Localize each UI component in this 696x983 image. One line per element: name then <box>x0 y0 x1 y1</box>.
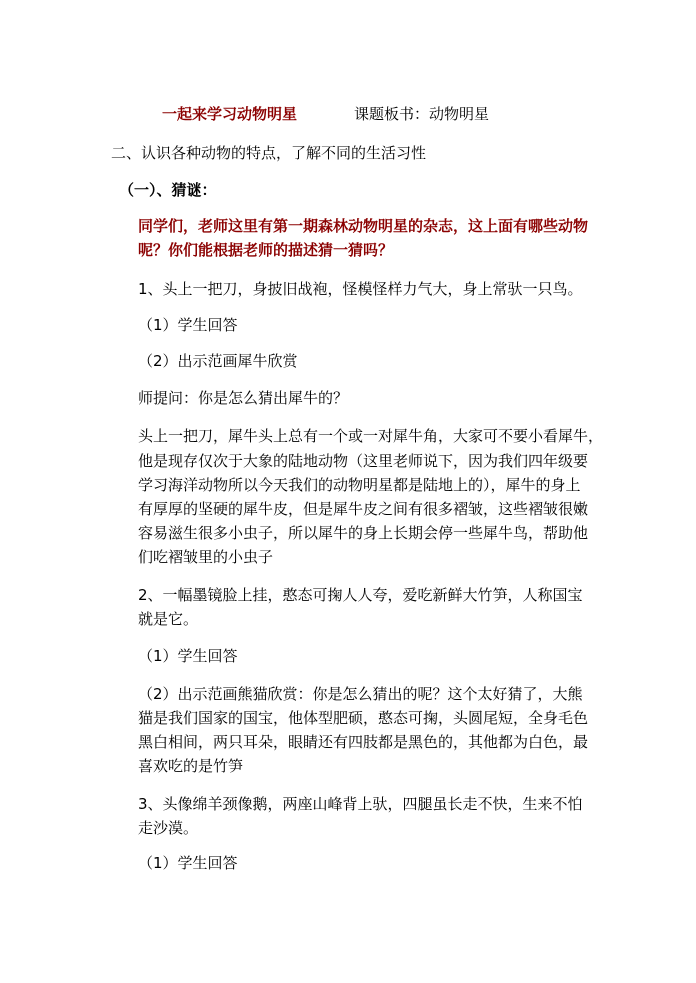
riddle-3-line-2: 走沙漠。 <box>138 819 199 837</box>
riddle-1-step-1: （1）学生回答 <box>138 316 238 334</box>
riddle-1-explanation-line: 学习海洋动物所以今天我们的动物明星都是陆地上的），犀牛的身上 <box>138 476 581 494</box>
riddle-2-line-1: 2、一幅墨镜脸上挂，憨态可掬人人夸，爱吃新鲜大竹笋，人称国宝 <box>138 586 583 604</box>
riddle-2-explanation-line: 猫是我们国家的国宝，他体型肥硕，憨态可掬，头圆尾短，全身毛色 <box>138 709 589 727</box>
riddle-1-question: 师提问：你是怎么猜出犀牛的？ <box>138 389 349 407</box>
section-heading: 二、认识各种动物的特点，了解不同的生活习性 <box>111 144 427 162</box>
riddle-1-explanation-line: 们吃褶皱里的小虫子 <box>138 548 274 566</box>
riddle-1-step-2: （2）出示范画犀牛欣赏 <box>138 352 298 370</box>
riddle-3-step-1: （1）学生回答 <box>138 854 238 872</box>
riddle-3-line-1: 3、头像绵羊颈像鹅，两座山峰背上驮，四腿虽长走不快，生来不怕 <box>138 795 583 813</box>
riddle-1-explanation-line: 头上一把刀，犀牛头上总有一个或一对犀牛角，大家可不要小看犀牛， <box>138 427 604 445</box>
riddle-2-step-1: （1）学生回答 <box>138 647 238 665</box>
intro-line-1: 同学们，老师这里有第一期森林动物明星的杂志，这上面有哪些动物 <box>138 217 589 235</box>
riddle-2-line-2: 就是它。 <box>138 610 199 628</box>
riddle-1-explanation-line: 他是现存仅次于大象的陆地动物（这里老师说下，因为我们四年级要 <box>138 452 589 470</box>
riddle-1-explanation-line: 有厚厚的坚硬的犀牛皮，但是犀牛皮之间有很多褶皱，这些褶皱很嫩 <box>138 500 589 518</box>
board-note: 课题板书：动物明星 <box>354 105 490 123</box>
riddle-2-explanation-line: 黑白相间，两只耳朵，眼睛还有四肢都是黑色的，其他都为白色，最 <box>138 733 589 751</box>
subsection-heading: （一）、猜谜： <box>119 181 217 199</box>
intro-line-2: 呢？你们能根据老师的描述猜一猜吗？ <box>138 241 394 259</box>
riddle-2-explanation-line: （2）出示范画熊猫欣赏：你是怎么猜出的呢？这个太好猜了，大熊 <box>138 685 583 703</box>
riddle-2-explanation-line: 喜欢吃的是竹笋 <box>138 757 244 775</box>
riddle-1-text: 1、头上一把刀，身披旧战袍，怪模怪样力气大，身上常驮一只鸟。 <box>138 280 583 298</box>
riddle-1-explanation-line: 容易滋生很多小虫子，所以犀牛的身上长期会停一些犀牛鸟，帮助他 <box>138 524 589 542</box>
document-title: 一起来学习动物明星 <box>162 105 298 123</box>
